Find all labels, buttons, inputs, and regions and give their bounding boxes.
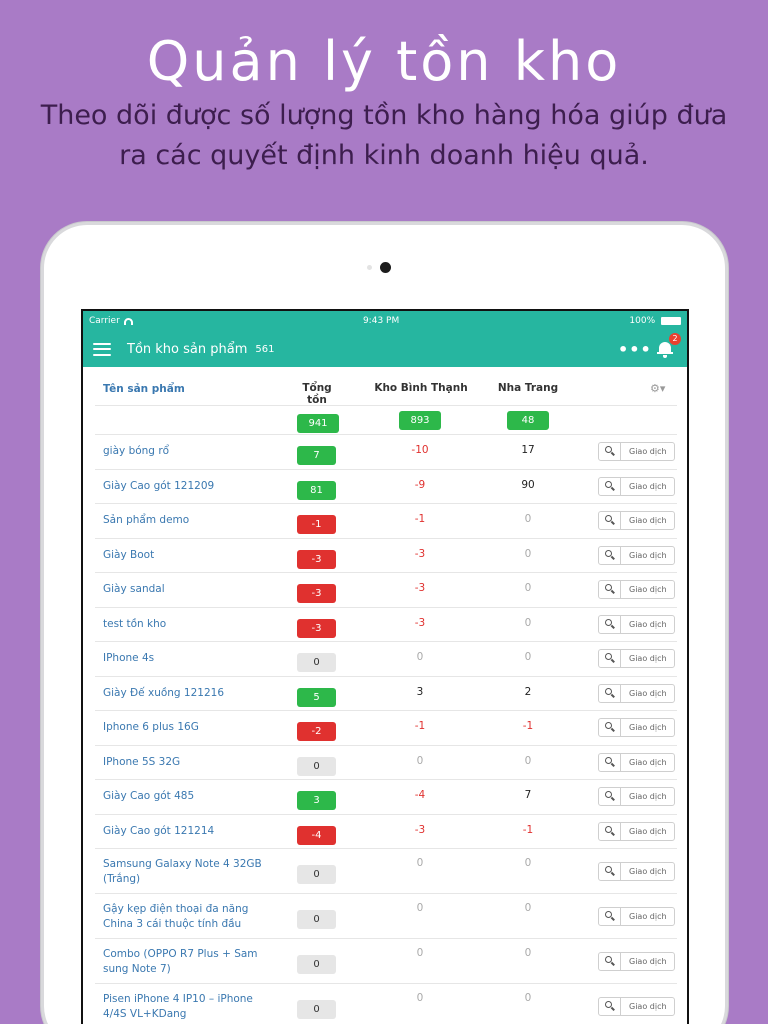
- nha-trang-stock: 0: [524, 902, 532, 914]
- transaction-button[interactable]: [598, 684, 675, 703]
- kho-binh-thanh-stock: -3: [414, 823, 426, 836]
- transaction-button[interactable]: [598, 822, 675, 841]
- transaction-button-label: Giao dịch: [629, 481, 667, 491]
- nha-trang-stock: -1: [522, 720, 534, 732]
- transaction-button[interactable]: [598, 477, 675, 496]
- battery-icon: [661, 317, 681, 325]
- total-stock-badge: 0: [297, 910, 336, 929]
- transaction-button-label: Giao dịch: [629, 654, 667, 663]
- search-icon: [599, 443, 621, 460]
- transaction-button[interactable]: [598, 907, 675, 926]
- transaction-button-label: Giao dịch: [629, 585, 667, 594]
- search-icon: [599, 616, 621, 633]
- inventory-table: [95, 369, 677, 1024]
- wifi-icon: [124, 318, 133, 325]
- kho-binh-thanh-stock: -3: [414, 547, 426, 560]
- summary-kho-binh-thanh: 893: [399, 411, 441, 430]
- transaction-button[interactable]: [598, 546, 675, 565]
- notification-badge: 2: [669, 333, 681, 345]
- kho-binh-thanh-stock: 0: [416, 754, 424, 767]
- kho-binh-thanh-stock: 0: [416, 857, 424, 869]
- kho-binh-thanh-stock: -4: [414, 789, 426, 801]
- summary-row: [95, 406, 677, 435]
- kho-binh-thanh-stock: 3: [416, 685, 424, 698]
- nha-trang-stock: 0: [524, 857, 532, 869]
- kho-binh-thanh-stock: -10: [411, 444, 429, 456]
- transaction-button-label: Giao dịch: [629, 516, 667, 525]
- search-icon: [599, 512, 621, 529]
- search-icon: [599, 650, 621, 667]
- total-stock-badge: 81: [297, 481, 336, 500]
- kho-binh-thanh-stock: 0: [416, 992, 424, 1004]
- table-row[interactable]: [95, 504, 677, 539]
- search-icon: [599, 863, 621, 880]
- transaction-button-label: Giao dịch: [629, 792, 667, 801]
- total-stock-badge: -1: [297, 515, 336, 534]
- nha-trang-stock: 0: [524, 992, 532, 1004]
- table-row[interactable]: [95, 470, 677, 505]
- product-name[interactable]: Pisen iPhone 4 IP10 – iPhone 4/4S VL+KDang: [103, 993, 253, 1020]
- status-bar: [83, 311, 687, 331]
- table-row[interactable]: [95, 573, 677, 608]
- header-total[interactable]: Tổng tồn: [302, 382, 332, 406]
- search-icon: [599, 998, 621, 1015]
- product-name[interactable]: Giày Cao gót 485: [103, 790, 195, 802]
- product-name[interactable]: Giày sandal: [103, 583, 165, 595]
- table-row[interactable]: [95, 711, 677, 746]
- summary-total: 941: [297, 414, 339, 433]
- transaction-button[interactable]: [598, 442, 675, 461]
- search-icon: [599, 719, 621, 736]
- table-row[interactable]: [95, 642, 677, 677]
- nha-trang-stock: 17: [521, 444, 535, 456]
- product-count: 561: [255, 343, 275, 355]
- table-row[interactable]: [95, 677, 677, 712]
- transaction-button[interactable]: [598, 649, 675, 668]
- product-name[interactable]: Gậy kẹp điện thoại đa năng China 3 cái thuộc tính đầu: [103, 903, 249, 930]
- kho-binh-thanh-stock: 0: [416, 902, 424, 914]
- total-stock-badge: 0: [297, 757, 336, 776]
- kho-binh-thanh-stock: -1: [414, 513, 426, 525]
- product-name[interactable]: giày bóng rổ: [103, 445, 170, 457]
- transaction-button[interactable]: [598, 753, 675, 772]
- transaction-button-label: Giao dịch: [629, 447, 667, 456]
- nha-trang-stock: 0: [524, 754, 532, 767]
- kho-binh-thanh-stock: 0: [416, 651, 424, 663]
- table-header: [95, 369, 677, 406]
- nha-trang-stock: 0: [524, 651, 532, 663]
- transaction-button-label: Giao dịch: [629, 723, 667, 732]
- page-title: Tồn kho sản phẩm: [127, 341, 248, 357]
- transaction-button-label: Giao dịch: [629, 826, 667, 836]
- transaction-button-label: Giao dịch: [629, 867, 667, 876]
- promo-subtitle: Theo dõi được số lượng tồn kho hàng hóa giúp đưa ra các quyết định kinh doanh hiệu quả.: [40, 100, 728, 171]
- status-time: 9:43 PM: [362, 316, 400, 326]
- search-icon: [599, 547, 621, 564]
- kho-binh-thanh-stock: -3: [414, 616, 426, 629]
- transaction-button[interactable]: [598, 787, 675, 806]
- search-icon: [599, 823, 621, 840]
- header-nha-trang[interactable]: Nha Trang: [497, 382, 559, 394]
- promo-title: Quản lý tồn kho: [146, 30, 622, 93]
- table-row[interactable]: [95, 939, 677, 984]
- product-name[interactable]: IPhone 4s: [103, 652, 155, 664]
- nha-trang-stock: 0: [524, 547, 532, 560]
- tablet-sensor: [367, 265, 372, 270]
- search-icon: [599, 953, 621, 970]
- battery-percent: 100%: [629, 316, 656, 326]
- table-row[interactable]: [95, 849, 677, 894]
- search-icon: [599, 581, 621, 598]
- product-name[interactable]: IPhone 5S 32G: [103, 755, 181, 768]
- total-stock-badge: 0: [297, 1000, 336, 1019]
- transaction-button[interactable]: [598, 997, 675, 1016]
- total-stock-badge: 5: [297, 688, 336, 707]
- total-stock-badge: 3: [297, 791, 336, 810]
- transaction-button-label: Giao dịch: [629, 912, 667, 921]
- product-name[interactable]: test tồn kho: [103, 617, 167, 630]
- table-row[interactable]: [95, 435, 677, 470]
- transaction-button[interactable]: [598, 511, 675, 530]
- transaction-button[interactable]: [598, 718, 675, 737]
- nha-trang-stock: 0: [524, 582, 532, 594]
- transaction-button-label: Giao dịch: [629, 619, 667, 629]
- kho-binh-thanh-stock: -9: [414, 478, 426, 491]
- transaction-button[interactable]: [598, 952, 675, 971]
- nha-trang-stock: -1: [522, 823, 534, 836]
- header-name[interactable]: Tên sản phẩm: [103, 383, 185, 395]
- product-name[interactable]: Giày Boot: [103, 548, 155, 561]
- kho-binh-thanh-stock: -3: [414, 582, 426, 594]
- nha-trang-stock: 2: [524, 685, 532, 698]
- table-row[interactable]: [95, 894, 677, 939]
- nav-bar: [83, 331, 687, 367]
- total-stock-badge: -3: [297, 584, 336, 603]
- table-row[interactable]: [95, 780, 677, 815]
- table-body: [95, 435, 677, 1024]
- total-stock-badge: -3: [297, 619, 336, 638]
- product-name[interactable]: Giày Cao gót 121214: [103, 824, 215, 837]
- product-name[interactable]: Samsung Galaxy Note 4 32GB (Trắng): [103, 858, 262, 885]
- more-icon[interactable]: •••: [618, 340, 652, 359]
- column-settings-icon[interactable]: ⚙▾: [650, 382, 666, 395]
- total-stock-badge: 0: [297, 955, 336, 974]
- total-stock-badge: 7: [297, 446, 336, 465]
- nha-trang-stock: 90: [521, 478, 535, 491]
- product-name[interactable]: Sản phẩm demo: [103, 514, 190, 526]
- transaction-button-label: Giao dịch: [629, 757, 667, 767]
- table-row[interactable]: [95, 984, 677, 1024]
- search-icon: [599, 908, 621, 925]
- transaction-button-label: Giao dịch: [629, 957, 667, 966]
- nha-trang-stock: 0: [524, 616, 532, 629]
- search-icon: [599, 754, 621, 771]
- nha-trang-stock: 0: [524, 947, 532, 959]
- transaction-button[interactable]: [598, 862, 675, 881]
- search-icon: [599, 478, 621, 495]
- total-stock-badge: -4: [297, 826, 336, 845]
- search-icon: [599, 788, 621, 805]
- transaction-button-label: Giao dịch: [629, 688, 667, 698]
- product-name[interactable]: Giày Cao gót 121209: [103, 479, 215, 492]
- menu-icon[interactable]: [93, 343, 111, 356]
- kho-binh-thanh-stock: -1: [414, 720, 426, 732]
- summary-nha-trang: 48: [507, 411, 549, 430]
- search-icon: [599, 685, 621, 702]
- table-row[interactable]: [95, 815, 677, 850]
- product-name[interactable]: Giày Đế xuồng 121216: [103, 686, 225, 699]
- total-stock-badge: 0: [297, 865, 336, 884]
- nha-trang-stock: 0: [524, 513, 532, 525]
- kho-binh-thanh-stock: 0: [416, 947, 424, 959]
- table-row[interactable]: [95, 746, 677, 781]
- table-row[interactable]: [95, 608, 677, 643]
- app-screen: [81, 309, 689, 1024]
- table-row[interactable]: [95, 539, 677, 574]
- total-stock-badge: -3: [297, 550, 336, 569]
- transaction-button-label: Giao dịch: [629, 1002, 667, 1011]
- header-kho-binh-thanh[interactable]: Kho Bình Thạnh: [374, 382, 468, 394]
- tablet-camera: [380, 262, 391, 273]
- product-name[interactable]: Combo (OPPO R7 Plus + Sam sung Note 7): [103, 948, 258, 975]
- transaction-button[interactable]: [598, 615, 675, 634]
- total-stock-badge: 0: [297, 653, 336, 672]
- transaction-button[interactable]: [598, 580, 675, 599]
- transaction-button-label: Giao dịch: [629, 550, 667, 560]
- nha-trang-stock: 7: [524, 789, 532, 801]
- total-stock-badge: -2: [297, 722, 336, 741]
- product-name[interactable]: Iphone 6 plus 16G: [103, 721, 199, 733]
- carrier-label: Carrier: [89, 316, 120, 326]
